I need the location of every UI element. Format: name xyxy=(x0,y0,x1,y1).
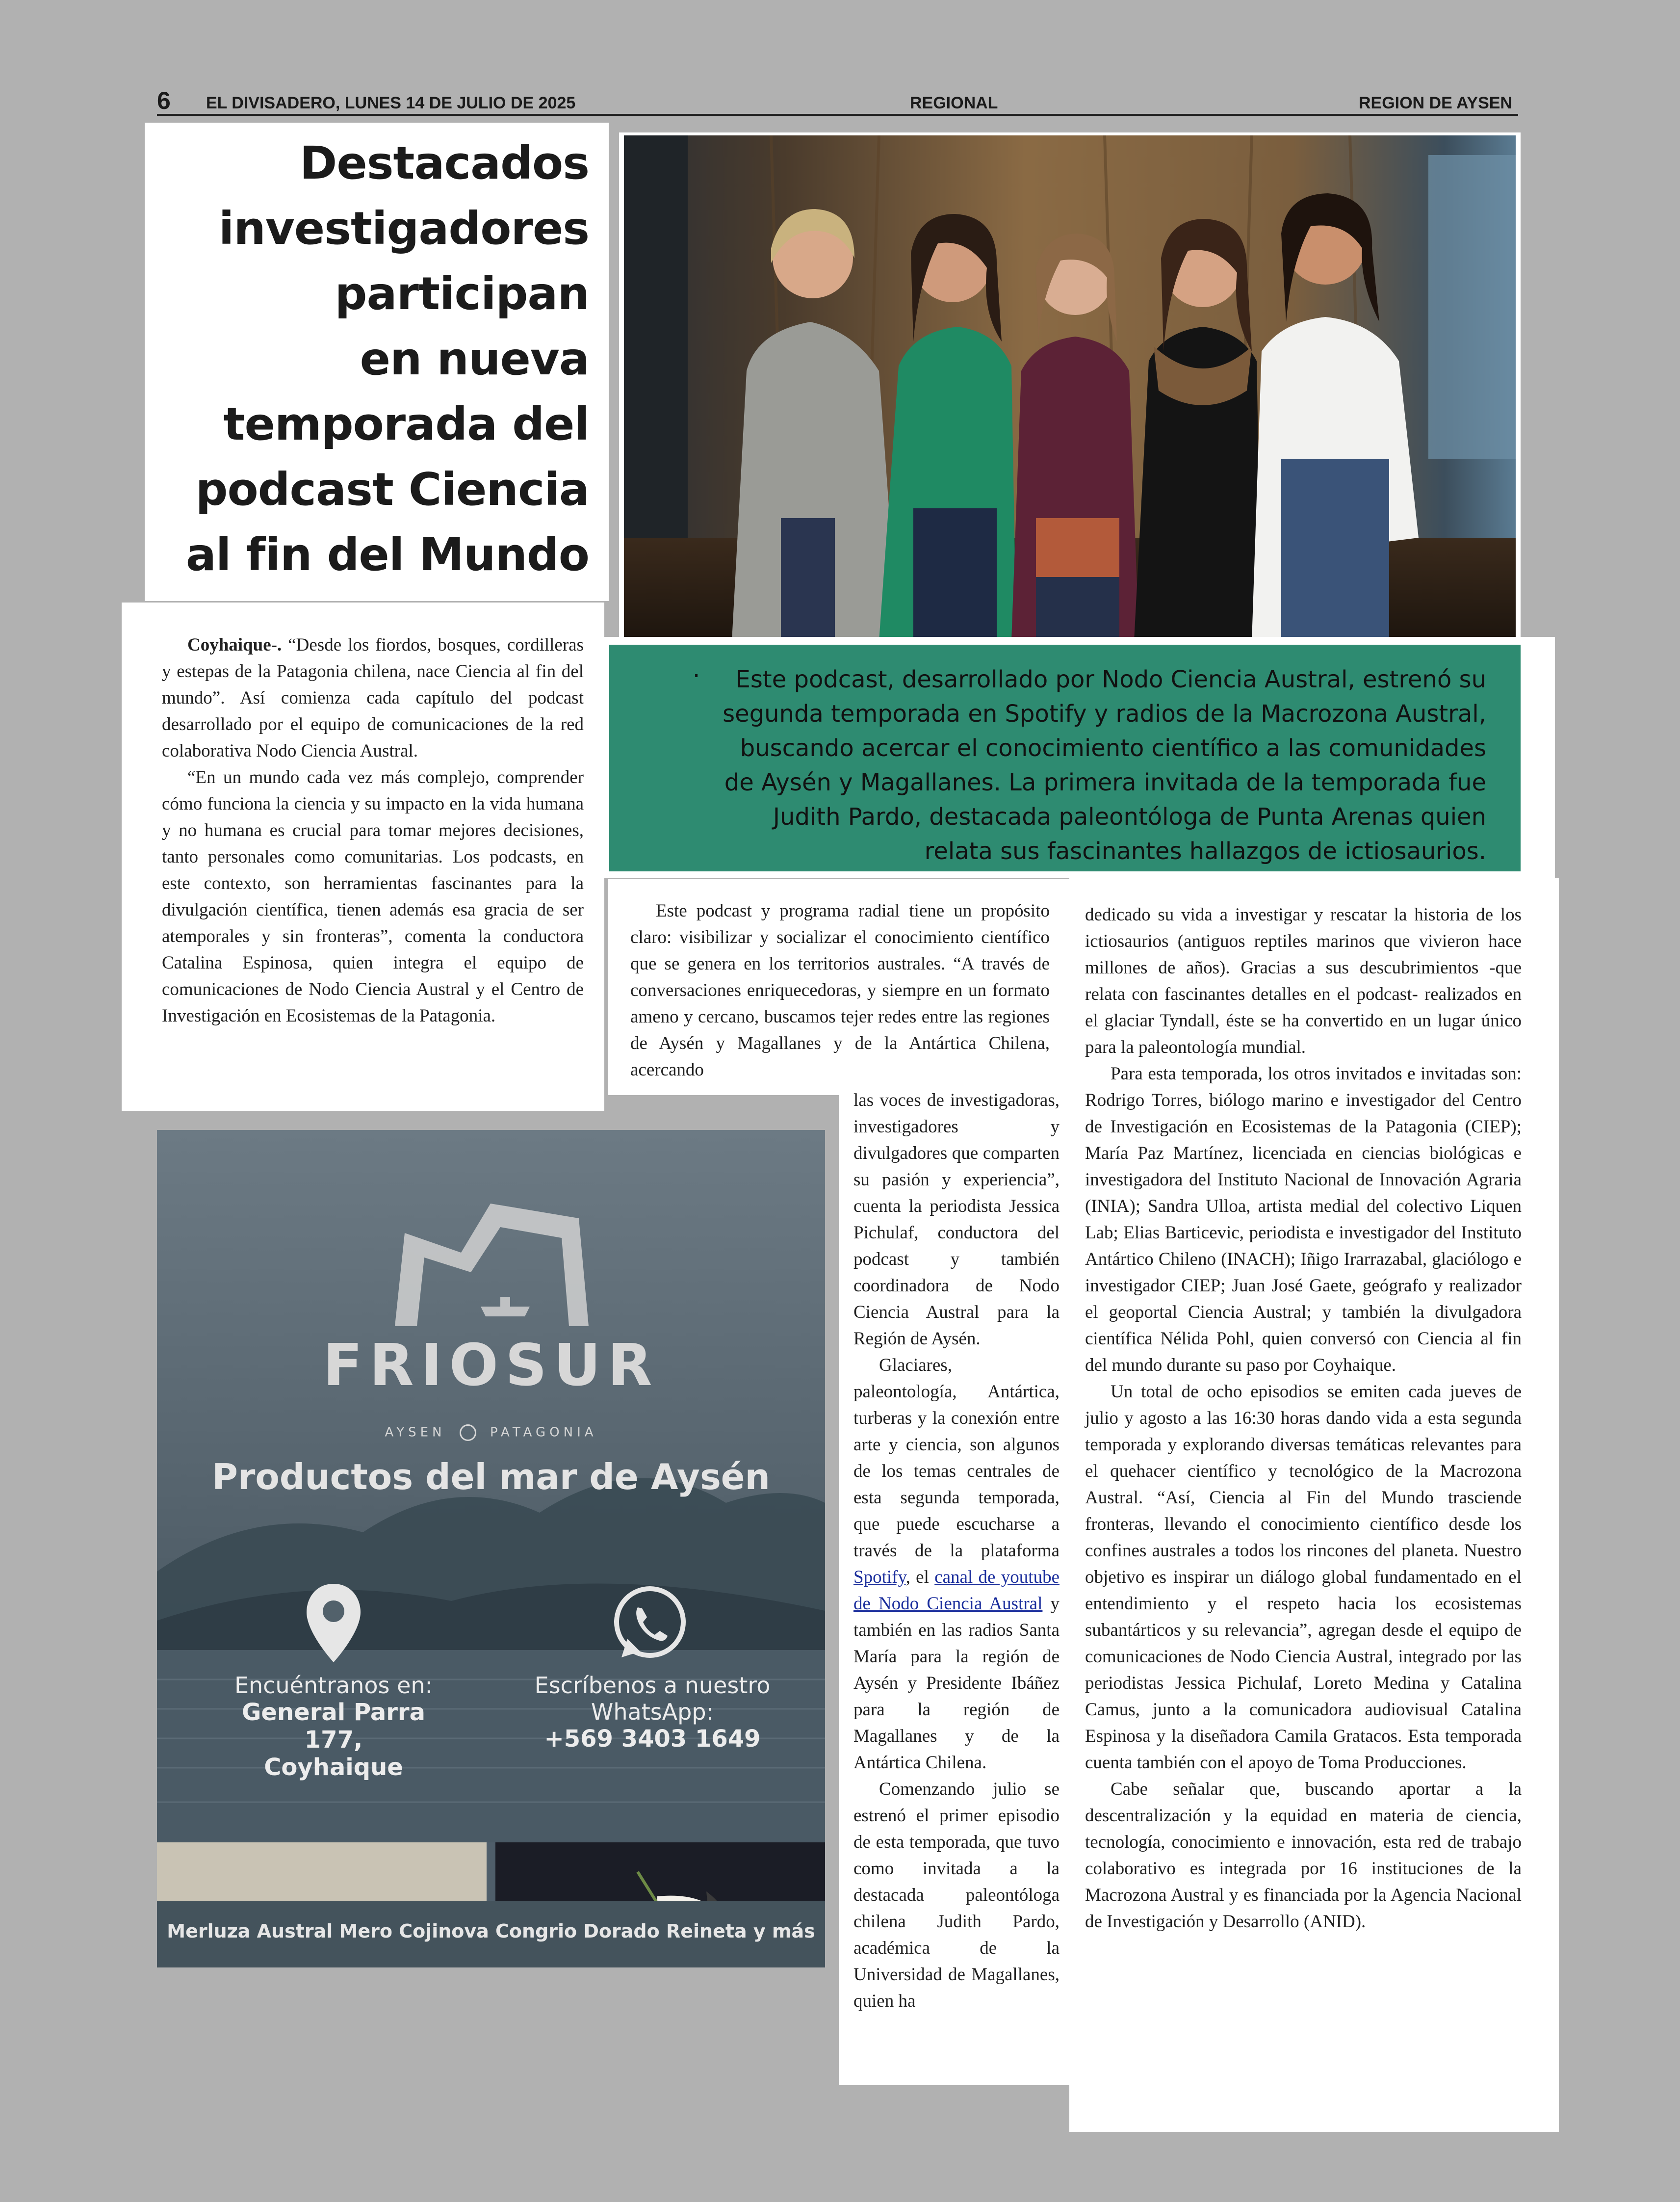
summary-panel xyxy=(604,637,1555,878)
publication-line: EL DIVISADERO, LUNES 14 DE JULIO DE 2025 xyxy=(206,94,576,112)
headline: Destacados investigadores participan en nueva temporada del podcast Ciencia al fin del Mundo xyxy=(185,137,589,581)
section-label: REGIONAL xyxy=(910,94,998,112)
headline-panel xyxy=(145,123,609,601)
middle-column-narrow xyxy=(839,1084,1069,2085)
youtube-channel-link[interactable]: canal de youtube de Nodo Ciencia Austral xyxy=(853,1567,1060,1614)
lead-paragraph-2: “En un mundo cada vez más complejo, comprender cómo funciona la ciencia y su impacto en la vida humana y no humana es crucial para tomar mejores decisiones, tanto personales como comunitarias. Los podcasts, en este contexto, son herramientas fascinantes para la divulgación científica, tienen además esa gracia de ser atemporales y sin fronteras”, comenta la conductora Catalina Espinosa, quien integra el equipo de comunicaciones de Nodo Ciencia Austral y el Centro de Investigación en Ecosistemas de la Patagonia. xyxy=(162,767,584,1026)
middle-paragraph-2: Glaciares, paleontología, Antártica, turberas y la conexión entre arte y ciencia, son algunos de los temas centrales de esta segunda temporada, que puede escucharse a través de la plataforma Spotify, el canal de youtube de Nodo Ciencia Austral y también en las radios Santa María para la región de Aysén y Presidente Ibáñez para la región de Magallanes y de la Antártica Chilena. xyxy=(853,1355,1060,1773)
group-photo xyxy=(624,135,1516,641)
summary-box xyxy=(609,645,1521,871)
ad-slogan: Productos del mar de Aysén xyxy=(212,1456,770,1497)
dateline: Coyhaique-. xyxy=(187,635,282,655)
lead-paragraph-1: Coyhaique-. “Desde los fiordos, bosques, cordilleras y estepas de la Patagonia chilena, nace Ciencia al fin del mundo”. Así comienza cada capítulo del podcast desarrollado por el equipo de comunicaciones de la red colaborativa Nodo Ciencia Austral. xyxy=(162,635,584,761)
right-paragraph-0: dedicado su vida a investigar y rescatar la historia de los ictiosaurios (antiguos reptiles marinos que vivieron hace millones de años). Gracias a sus descubrimientos -que relata con fascinantes detalles en el podcast- realizados en el glaciar Tyndall, éste se ha convertido en un lugar único para la paleontología mundial. xyxy=(1085,905,1522,1057)
ad-products: Merluza Austral Mero Cojinova Congrio Dorado Reineta y más xyxy=(167,1920,815,1942)
middle-narrow-text: las voces de investigadoras, investigadores y divulgadores que comparten su pasión y experiencia”, cuenta la periodista Jessica Pichulaf, conductora del podcast y también coordinadora de Nodo Ciencia Austral para la Región de Aysén. Glaciares, paleontología, Antártica, turberas y la conexión entre arte y ciencia, son algunos de los temas centrales de esta segunda temporada, que puede escucharse a través de la plataforma Spotify, el canal de youtube de Nodo Ciencia Austral y también en las radios Santa María para la región de Aysén y Presidente Ibáñez para la región de Magallanes y de la Antártica Chilena. Comenzando julio se estrenó el primer episodio de esta temporada, que tuvo como invitada a la destacada paleontóloga chilena Judith Pardo, académica de la Universidad de Magallanes, quien ha xyxy=(853,1087,1060,2015)
lead-text xyxy=(162,632,584,1029)
right-column-text xyxy=(1085,902,1522,1935)
right-paragraph-3: Cabe señalar que, buscando aportar a la descentralización y la equidad en materia de ciencia, tecnología, conocimiento e innovación, esta red de trabajo colaborativo es integrada por 16 instituciones de la Macrozona Austral y es financiada por la Agencia Nacional de Investigación y Desarrollo (ANID). xyxy=(1085,1779,1522,1932)
spotify-link[interactable]: Spotify xyxy=(853,1567,906,1587)
photo-frame xyxy=(619,132,1521,643)
friosur-advertisement xyxy=(157,1130,825,1967)
whatsapp-icon xyxy=(611,1584,689,1662)
ad-products-banner xyxy=(157,1901,825,1967)
ad-tagline: AYSEN PATAGONIA xyxy=(157,1424,825,1441)
middle-paragraph-3: Comenzando julio se estrenó el primer episodio de esta temporada, que tuvo como invitada a la destacada paleontóloga chilena Judith Pardo, académica de la Universidad de Magallanes, quien ha xyxy=(853,1779,1060,2011)
right-paragraph-1: Para esta temporada, los otros invitados e invitadas son: Rodrigo Torres, biólogo marino e investigador del Centro de Investigación en Ecosistemas de la Patagonia (CIEP); María Paz Martínez, licenciada en ciencias biológicas e investigadora del Instituto Nacional de Innovación Agraria (INIA); Sandra Ulloa, artista medial del colectivo Liquen Lab; Elias Barticevic, periodista e investigador del Instituto Antártico Chileno (INACH); Iñigo Irarrazabal, glaciólogo e investigador CIEP; Juan José Gaete, geógrafo y realizador el geoportal Ciencia Austral; y también la divulgadora científica Nélida Pohl, quien conversó con Ciencia al fin del mundo durante su paso por Coyhaique. xyxy=(1085,1064,1522,1375)
middle-paragraph-1: Este podcast y programa radial tiene un propósito claro: visibilizar y socializar el conocimiento científico que se genera en los territorios australes. “A través de conversaciones enriquecedoras, y siempre en un formato ameno y cercano, buscamos tejer redes entre las regiones de Aysén y Magallanes y de la Antártica Chilena, acercando xyxy=(630,901,1050,1080)
summary-text: Este podcast, desarrollado por Nodo Ciencia Austral, estrenó su segunda temporada en Spotify y radios de la Macrozona Austral, buscando acercar el conocimiento científico a las comunidades de Aysén y Magallanes. La primera invitada de la temporada fue Judith Pardo, destacada paleontóloga de Punta Arenas quien relata sus fascinantes hallazgos de ictiosaurios. xyxy=(723,666,1486,865)
ad-whatsapp: Escríbenos a nuestro WhatsApp: +569 3403 1649 xyxy=(534,1672,771,1753)
right-paragraph-2: Un total de ocho episodios se emiten cada jueves de julio y agosto a las 16:30 horas dando vida a esta segunda temporada y explorando diversas temáticas relevantes para el quehacer científico y tecnológico de la Macrozona Austral. “Así, Ciencia al Fin del Mundo trasciende fronteras, llevando el conocimiento científico desde los confines australes a todos los rincones del planeta. Nuestro objetivo es inspirar un diálogo global fundamentado en el entendimiento y el respeto hacia los ecosistemas subantárticos y su relevancia”, agregan desde el equipo de comunicaciones de Nodo Ciencia Austral, integrado por las periodistas Jessica Pichulaf, Loreto Medina y Catalina Camus, junto a la comunicadora audiovisual Catalina Espinosa y la diseñadora Camila Gratacos. Esta temporada cuenta también con el apoyo de Toma Producciones. xyxy=(1085,1382,1522,1773)
region-label: REGION DE AYSEN xyxy=(1358,94,1512,112)
ad-brand: FRIOSUR xyxy=(323,1331,659,1399)
lead-panel xyxy=(122,603,604,1111)
middle-column-top xyxy=(608,879,1069,1095)
right-column xyxy=(1069,878,1559,2132)
page-header xyxy=(157,87,1518,116)
map-pin-icon xyxy=(307,1584,361,1662)
ad-location: Encuéntranos en: General Parra 177, Coyhaique xyxy=(234,1672,433,1781)
page-number: 6 xyxy=(157,87,171,114)
compass-icon xyxy=(460,1424,476,1441)
summary-bullet: · xyxy=(693,662,700,690)
